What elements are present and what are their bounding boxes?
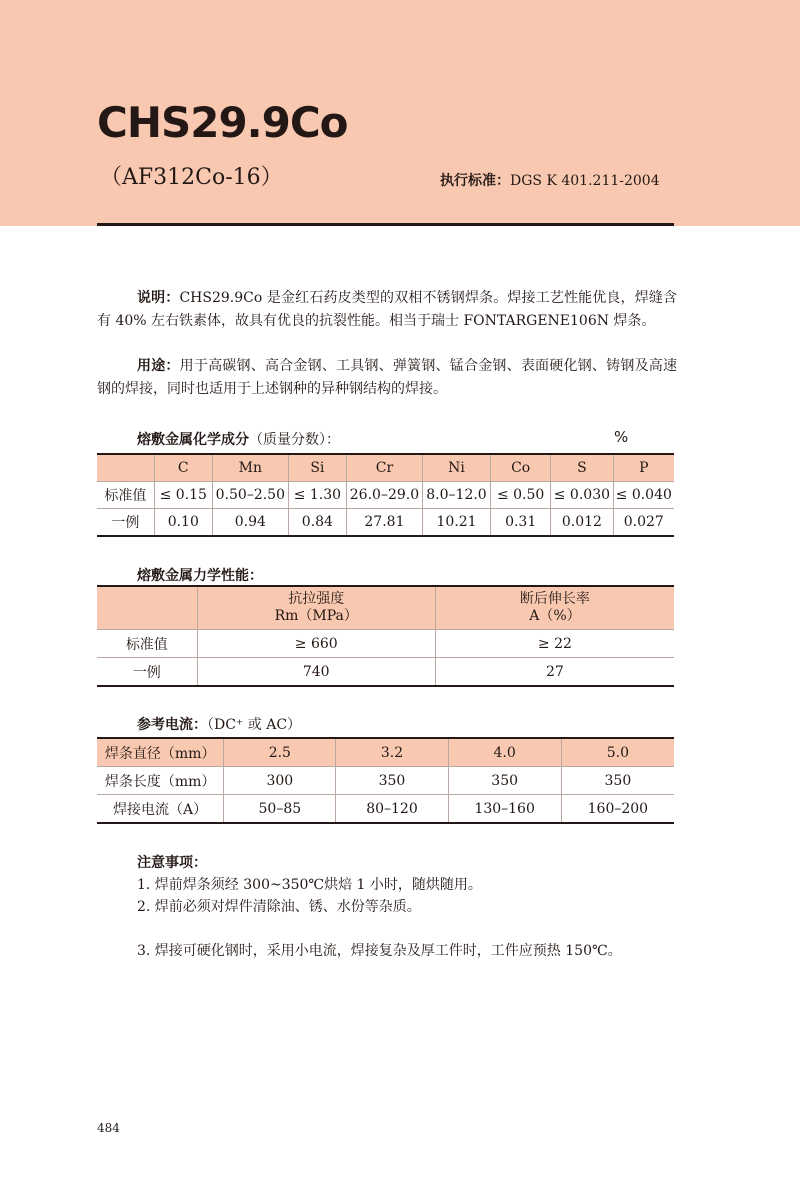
table-cell: 50–85 (224, 795, 336, 824)
table-row (97, 738, 674, 767)
mech-section-title: 熔敷金属力学性能： (137, 568, 263, 584)
chem-header-cell: S (551, 454, 613, 482)
chem-header-cell (97, 454, 154, 482)
standard-value: DGS K 401.211-2004 (510, 173, 660, 189)
description-paragraph (97, 287, 677, 332)
description-text: CHS29.9Co 是金红石药皮类型的双相不锈钢焊条。焊接工艺性能优良，焊缝含有 40% 左右铁素体，故具有优良的抗裂性能。相当于瑞士 FONTARGENE106N 焊条。 (97, 290, 678, 329)
table-cell: 80–120 (336, 795, 448, 824)
product-subtitle: （AF312Co-16） (100, 165, 283, 190)
table-cell: 8.0–12.0 (422, 482, 490, 509)
note-item: 2. 焊前必须对焊件清除油、锈、水份等杂质。 (137, 899, 421, 915)
table-cell: 160–200 (561, 795, 674, 824)
table-cell: 焊条长度（mm） (97, 767, 224, 795)
chem-header-cell: Ni (422, 454, 490, 482)
chem-header-cell: Cr (346, 454, 422, 482)
table-cell: 0.50–2.50 (212, 482, 288, 509)
current-title: 参考电流： (137, 717, 207, 733)
table-cell: 3.2 (336, 738, 448, 767)
table-cell: 27 (435, 658, 674, 687)
table-cell: 350 (448, 767, 561, 795)
table-cell: 焊接电流（A） (97, 795, 224, 824)
mech-header-line: 断后伸长率 (519, 591, 590, 607)
mech-table (97, 585, 674, 687)
table-cell: 27.81 (346, 509, 422, 537)
mech-header-row (97, 586, 674, 630)
table-cell: ≤ 1.30 (288, 482, 346, 509)
table-cell: 740 (197, 658, 435, 687)
usage-label: 用途： (137, 358, 180, 374)
table-cell: 0.012 (551, 509, 613, 537)
chem-header-cell: Si (288, 454, 346, 482)
chem-header-cell: C (154, 454, 212, 482)
chem-header-cell: Mn (212, 454, 288, 482)
table-cell: ≤ 0.030 (551, 482, 613, 509)
table-cell: 300 (224, 767, 336, 795)
table-cell: 2.5 (224, 738, 336, 767)
current-section-title (137, 714, 301, 734)
table-cell: 4.0 (448, 738, 561, 767)
product-title: CHS29.9Co (97, 98, 348, 147)
note-item: 1. 焊前焊条须经 300~350℃烘焙 1 小时，随烘随用。 (137, 877, 482, 893)
table-row (97, 658, 674, 687)
table-cell: 350 (561, 767, 674, 795)
table-cell: 26.0–29.0 (346, 482, 422, 509)
mech-header-cell (197, 586, 435, 630)
standard-label: 执行标准： (440, 173, 510, 189)
table-cell: 焊条直径（mm） (97, 738, 224, 767)
table-cell: 一例 (97, 658, 197, 687)
chem-section-title (137, 429, 340, 449)
mech-header-blank (97, 586, 197, 630)
mech-header-line: 抗拉强度 (288, 591, 345, 607)
table-row (97, 482, 674, 509)
table-cell: 10.21 (422, 509, 490, 537)
chem-table (97, 453, 674, 537)
table-cell: 0.027 (613, 509, 674, 537)
chem-header-row (97, 454, 674, 482)
table-cell: ≥ 660 (197, 630, 435, 658)
table-cell: 标准值 (97, 482, 154, 509)
note-item: 3. 焊接可硬化钢时，采用小电流，焊接复杂及厚工件时，工件应预热 150℃。 (137, 943, 622, 959)
usage-text: 用于高碳钢、高合金钢、工具钢、弹簧钢、锰合金钢、表面硬化钢、铸钢及高速钢的焊接，同时也适用于上述钢种的异种钢结构的焊接。 (97, 358, 678, 397)
table-cell: ≥ 22 (435, 630, 674, 658)
table-cell: 0.94 (212, 509, 288, 537)
mech-header-cell (435, 586, 674, 630)
table-row (97, 767, 674, 795)
table-cell: 一例 (97, 509, 154, 537)
chem-title-note: （质量分数）： (249, 432, 340, 448)
table-cell: 标准值 (97, 630, 197, 658)
table-cell: ≤ 0.50 (491, 482, 551, 509)
table-row (97, 630, 674, 658)
chem-header-cell: Co (491, 454, 551, 482)
table-cell: 130–160 (448, 795, 561, 824)
table-cell: ≤ 0.15 (154, 482, 212, 509)
page-number: 484 (97, 1121, 120, 1135)
chem-unit: % (614, 428, 629, 446)
chem-header-cell: P (613, 454, 674, 482)
mech-header-line: A（%） (529, 608, 581, 624)
mech-header-line: Rm（MPa） (274, 608, 358, 624)
table-cell: 0.84 (288, 509, 346, 537)
table-cell: 0.10 (154, 509, 212, 537)
current-title-note: （DC⁺ 或 AC） (207, 717, 302, 733)
table-cell: 5.0 (561, 738, 674, 767)
table-cell: ≤ 0.040 (613, 482, 674, 509)
usage-paragraph (97, 355, 677, 400)
header-rule (97, 223, 674, 226)
table-cell: 350 (336, 767, 448, 795)
table-row (97, 509, 674, 537)
chem-title: 熔敷金属化学成分 (137, 432, 249, 448)
table-cell: 0.31 (491, 509, 551, 537)
standard-line (440, 170, 660, 190)
description-label: 说明： (137, 290, 180, 306)
current-table (97, 737, 674, 824)
table-row (97, 795, 674, 824)
notes-title: 注意事项： (137, 855, 207, 871)
